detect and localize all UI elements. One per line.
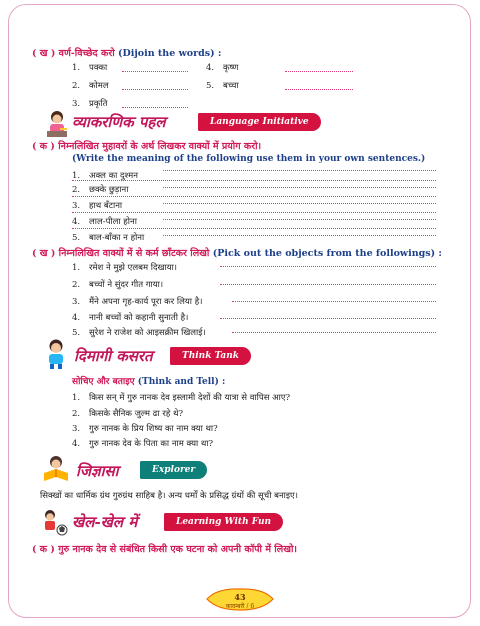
explorer-banner-title: जिज्ञासा [76,462,119,480]
list-item: 1. पक्का [72,63,108,73]
list-item: 1. रमेश ने मुझे एलबम दिखाया। [72,263,177,273]
list-item: 3. प्रकृति [72,99,108,109]
think-instruction-en: (Think and Tell) : [137,377,226,387]
answer-line[interactable] [232,301,436,302]
list-item: 3. गुरु नानक के प्रिय शिष्य का नाम क्या था? [72,424,218,434]
list-item: 4. नानी बच्चों को कहानी सुनाती है। [72,313,189,323]
list-item: 1. अक्ल का दुश्मन [72,171,138,181]
section-kha2-label-en: (Pick out the objects from the followings) : [212,248,442,259]
think-instruction-hi: सोचिए और बताइए [72,377,135,387]
list-item: 1. किस सन् में गुरु नानक देव इस्लामी देशों की यात्रा से वापिस आए? [72,393,291,403]
section-ka1-heading: ( क ) निम्नलिखित मुहावरों के अर्थ लिखकर वाक्यों में प्रयोग करो। [32,141,262,152]
section-kha1-label-hi: ( ख ) वर्ण-विच्छेद करो [32,48,115,59]
answer-line[interactable] [220,284,436,285]
explorer-banner-tag: Explorer [140,461,207,479]
list-item: 4. लाल-पीला होना [72,217,137,227]
answer-line[interactable] [122,107,188,108]
list-item: 2. कोमल [72,81,109,91]
think-banner-tag: Think Tank [170,347,251,365]
section-ka1-instruction: (Write the meaning of the following use them in your own sentences.) [72,154,426,164]
answer-line[interactable] [220,266,436,267]
answer-line[interactable] [72,196,436,197]
answer-line[interactable] [220,318,436,319]
answer-line[interactable] [122,71,188,72]
section-kha1-heading [32,46,221,59]
grammar-banner-title: व्याकरणिक पहल [72,113,166,131]
section-kha2-label-hi: ( ख ) निम्नलिखित वाक्यों में से कर्म छाँटकर लिखो [32,248,210,259]
book-subtitle: कादम्बरी / 6 [225,603,255,610]
answer-line[interactable] [72,180,436,181]
thinking-boy-icon [42,338,70,370]
page-number: 43 [234,592,246,602]
list-item: 2. बच्चों ने सुंदर गीत गाया। [72,280,164,290]
list-item: 2. किसके सैनिक जुल्म ढा रहे थे? [72,409,184,419]
answer-line[interactable] [232,332,436,333]
fun-banner-title: खेल-खेल में [72,513,138,531]
list-item: 4. कृष्ण [206,63,239,73]
answer-line[interactable] [122,89,188,90]
answer-line[interactable] [163,235,436,236]
list-item: 3. मैंने अपना गृह-कार्य पूरा कर लिया है। [72,297,203,307]
playing-kids-icon [40,508,70,538]
fun-banner-tag: Learning With Fun [164,513,283,531]
answer-line[interactable] [163,187,436,188]
answer-line[interactable] [72,228,436,229]
list-item: 2. छक्के छुड़ाना [72,185,129,195]
page-number-badge [203,586,277,612]
list-item: 5. सुरेश ने राजेश को आइसक्रीम खिलाई। [72,328,206,338]
answer-line[interactable] [163,170,436,171]
think-instruction [72,374,225,387]
grammar-banner-tag: Language Initiative [198,113,321,131]
list-item: 5. बाल-बाँका न होना [72,233,145,243]
answer-line[interactable] [285,89,353,90]
list-item: 4. गुरु नानक देव के पिता का नाम क्या था? [72,439,214,449]
explorer-text: सिक्खों का धार्मिक ग्रंथ गुरुग्रंथ साहिब है। अन्य धर्मों के प्रसिद्ध ग्रंथों की सूची बनाइए। [40,491,298,501]
think-banner-title: दिमागी कसरत [74,347,153,365]
writing-girl-icon [44,110,70,138]
answer-line[interactable] [163,203,436,204]
section-fun-heading: ( क ) गुरु नानक देव से संबंधित किसी एक घटना को अपनी कॉपी में लिखो। [32,544,298,555]
answer-line[interactable] [285,71,353,72]
answer-line[interactable] [72,212,436,213]
section-kha2-heading [32,246,442,259]
list-item: 3. हाथ बँटाना [72,201,123,211]
section-kha1-label-en: (Dijoin the words) : [117,48,222,59]
reading-child-icon [40,455,72,483]
answer-line[interactable] [163,219,436,220]
list-item: 5. बच्चा [206,81,239,91]
